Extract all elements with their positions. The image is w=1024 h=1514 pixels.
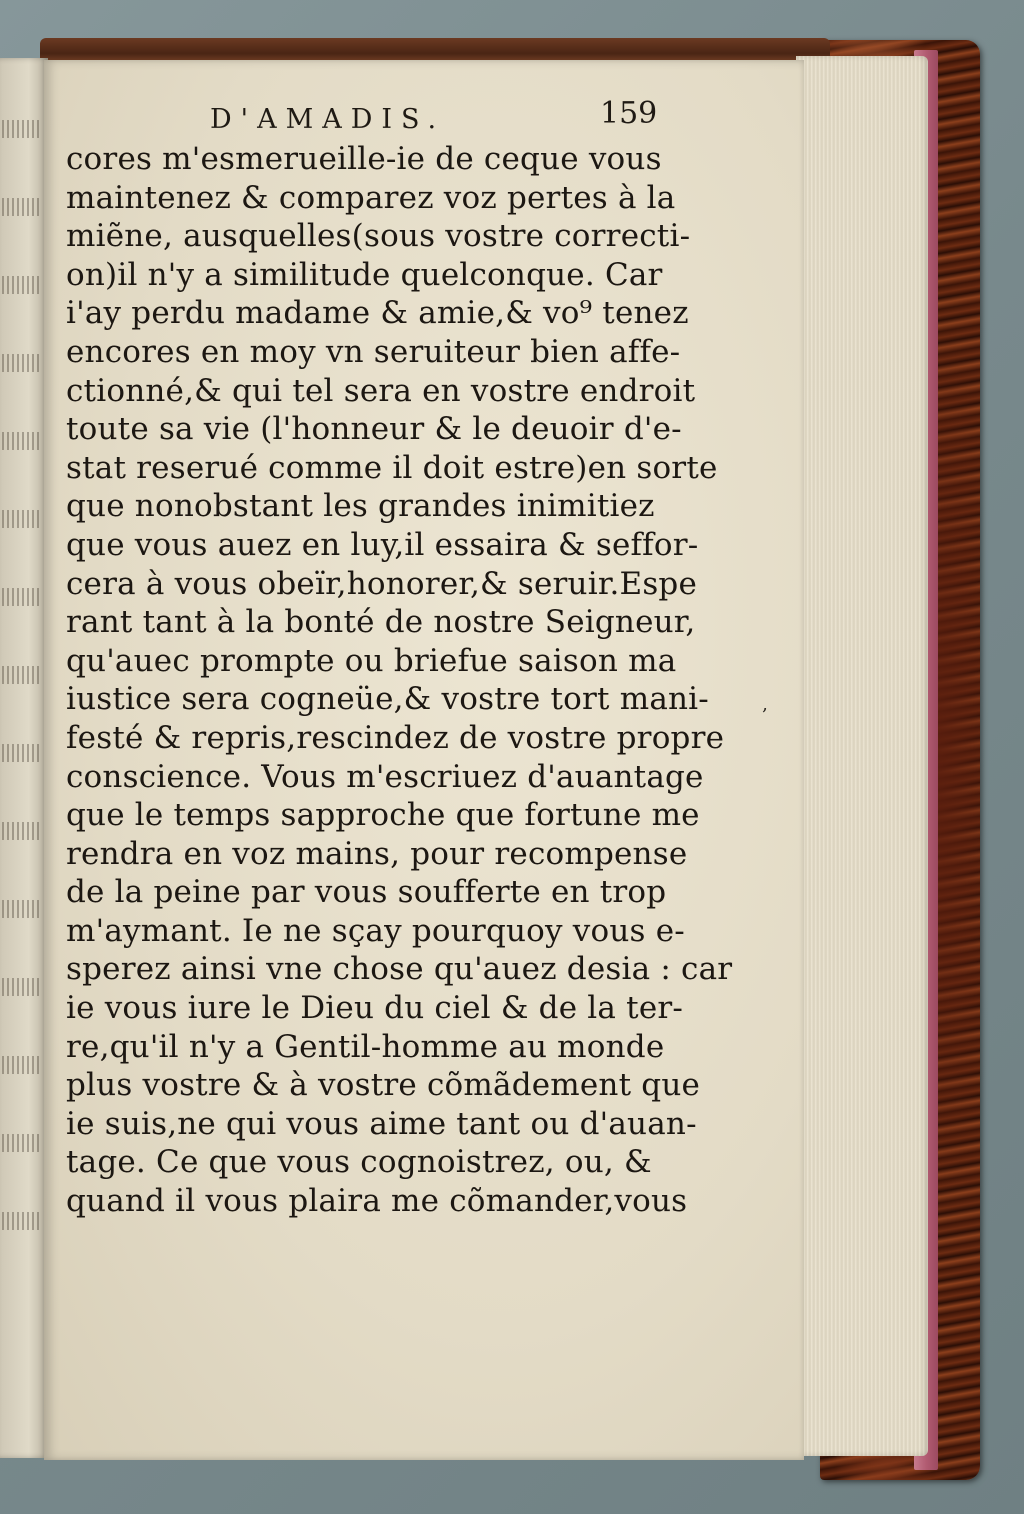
margin-mark: ‚ [762, 694, 768, 715]
page-text [66, 140, 733, 1221]
text-line: encores en moy vn seruiteur bien affe- [66, 333, 681, 370]
text-line: de la peine par vous soufferte en trop [66, 874, 667, 911]
text-line: ie suis,ne qui vous aime tant ou d'auan- [66, 1105, 697, 1142]
bleed-through-text [2, 744, 42, 762]
text-line: miẽne, ausquelles(sous vostre correcti- [66, 218, 691, 255]
bleed-through-text [2, 1056, 42, 1074]
text-line: toute sa vie (l'honneur & le deuoir d'e- [66, 411, 682, 448]
text-line: plus vostre & à vostre cõmãdement que [66, 1067, 701, 1104]
text-line: ctionné,& qui tel sera en vostre endroit [66, 372, 696, 409]
text-line: m'aymant. Ie ne sçay pourquoy vous e- [66, 912, 685, 949]
page-number: 159 [600, 96, 658, 131]
page-edges [796, 56, 928, 1456]
text-line: cera à vous obeïr,honorer,& seruir.Espe [66, 565, 698, 602]
bleed-through-text [2, 978, 42, 996]
text-line: stat reserué comme il doit estre)en sorte [66, 449, 718, 486]
text-line: que nonobstant les grandes inimitiez [66, 488, 655, 525]
text-line: quand il vous plaira me cõmander,vous [66, 1183, 688, 1220]
facing-page-edge [0, 58, 48, 1458]
bleed-through-text [2, 1134, 42, 1152]
text-line: rendra en voz mains, pour recompense [66, 835, 688, 872]
bleed-through-text [2, 276, 42, 294]
bleed-through-text [2, 198, 42, 216]
text-line: iustice sera cogneüe,& vostre tort mani- [66, 681, 709, 718]
text-line: cores m'esmerueille-ie de ceque vous [66, 141, 662, 177]
bleed-through-text [2, 822, 42, 840]
bleed-through-text [2, 432, 42, 450]
bleed-through-text [2, 588, 42, 606]
bleed-through-text [2, 1212, 42, 1230]
text-line: festé & repris,rescindez de vostre propre [66, 719, 725, 756]
text-line: on)il n'y a similitude quelconque. Car [66, 256, 663, 293]
text-line: sperez ainsi vne chose qu'auez desia : car [66, 951, 733, 988]
bleed-through-text [2, 354, 42, 372]
text-line: re,qu'il n'y a Gentil-homme au monde [66, 1028, 665, 1065]
text-line: tage. Ce que vous cognoistrez, ou, & [66, 1144, 652, 1181]
text-line: maintenez & comparez voz pertes à la [66, 179, 676, 216]
text-line: rant tant à la bonté de nostre Seigneur, [66, 604, 696, 641]
bleed-through-text [2, 666, 42, 684]
bleed-through-text [2, 900, 42, 918]
bleed-through-text [2, 510, 42, 528]
text-line: conscience. Vous m'escriuez d'auantage [66, 758, 704, 795]
text-line: que vous auez en luy,il essaira & seffor- [66, 526, 699, 563]
text-line: qu'auec prompte ou briefue saison ma [66, 642, 677, 679]
text-line: ie vous iure le Dieu du ciel & de la ter- [66, 990, 684, 1027]
text-line: que le temps sapproche que fortune me [66, 797, 700, 834]
running-head: D'AMADIS. [210, 104, 446, 135]
bleed-through-text [2, 120, 42, 138]
text-line: i'ay perdu madame & amie,& vo⁹ tenez [66, 295, 689, 332]
